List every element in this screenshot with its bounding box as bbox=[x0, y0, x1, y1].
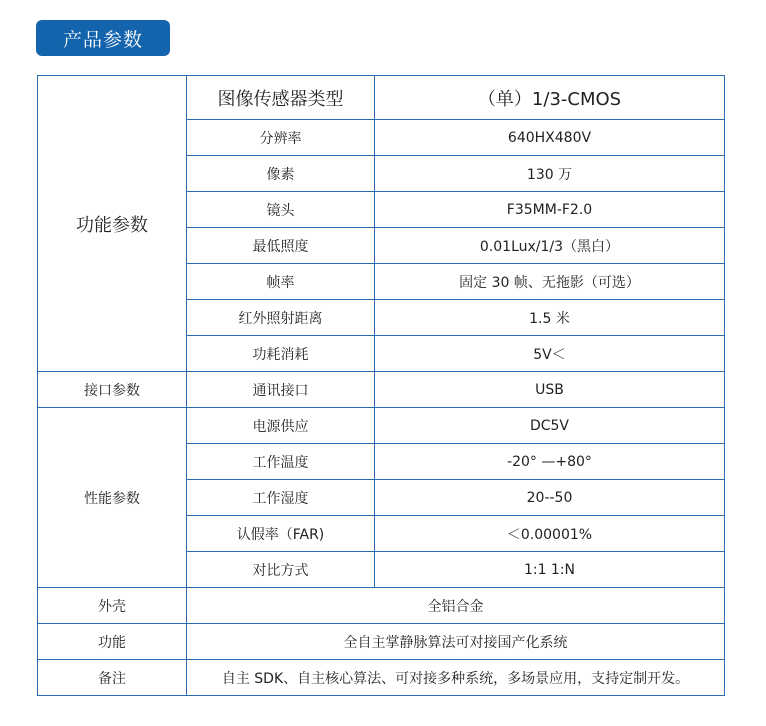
row-value: F35MM-F2.0 bbox=[375, 192, 725, 228]
row-value: 130 万 bbox=[375, 156, 725, 192]
table-row bbox=[38, 588, 725, 624]
row-label: 工作温度 bbox=[187, 444, 375, 480]
group-label: 接口参数 bbox=[38, 372, 187, 408]
row-label: 像素 bbox=[187, 156, 375, 192]
row-label: 图像传感器类型 bbox=[187, 76, 375, 120]
table-row bbox=[38, 660, 725, 696]
row-value: 20--50 bbox=[375, 480, 725, 516]
table-row bbox=[38, 624, 725, 660]
row-value: USB bbox=[375, 372, 725, 408]
row-label: 最低照度 bbox=[187, 228, 375, 264]
row-label: 帧率 bbox=[187, 264, 375, 300]
section-title: 产品参数 bbox=[36, 20, 170, 56]
row-value: 全自主掌静脉算法可对接国产化系统 bbox=[187, 624, 725, 660]
table-row bbox=[38, 372, 725, 408]
group-label: 性能参数 bbox=[38, 408, 187, 588]
row-label: 镜头 bbox=[187, 192, 375, 228]
group-label: 功能参数 bbox=[38, 76, 187, 372]
row-label: 通讯接口 bbox=[187, 372, 375, 408]
row-value: 5V＜ bbox=[375, 336, 725, 372]
spec-table bbox=[37, 75, 725, 696]
row-label: 分辨率 bbox=[187, 120, 375, 156]
row-value: 640HX480V bbox=[375, 120, 725, 156]
group-label: 功能 bbox=[38, 624, 187, 660]
row-value: ＜0.00001% bbox=[375, 516, 725, 552]
row-value: 全铝合金 bbox=[187, 588, 725, 624]
row-value: （单）1/3-CMOS bbox=[375, 76, 725, 120]
group-label: 备注 bbox=[38, 660, 187, 696]
row-value: 1.5 米 bbox=[375, 300, 725, 336]
row-value: -20° —+80° bbox=[375, 444, 725, 480]
row-label: 功耗消耗 bbox=[187, 336, 375, 372]
row-value: 1:1 1:N bbox=[375, 552, 725, 588]
table-row bbox=[38, 76, 725, 120]
row-label: 对比方式 bbox=[187, 552, 375, 588]
table-row bbox=[38, 408, 725, 444]
row-label: 红外照射距离 bbox=[187, 300, 375, 336]
row-label: 电源供应 bbox=[187, 408, 375, 444]
row-value: 固定 30 帧、无拖影（可选） bbox=[375, 264, 725, 300]
row-label: 工作湿度 bbox=[187, 480, 375, 516]
group-label: 外壳 bbox=[38, 588, 187, 624]
row-label: 认假率（FAR) bbox=[187, 516, 375, 552]
row-value: DC5V bbox=[375, 408, 725, 444]
row-value: 自主 SDK、自主核心算法、可对接多种系统，多场景应用，支持定制开发。 bbox=[187, 660, 725, 696]
row-value: 0.01Lux/1/3（黑白） bbox=[375, 228, 725, 264]
